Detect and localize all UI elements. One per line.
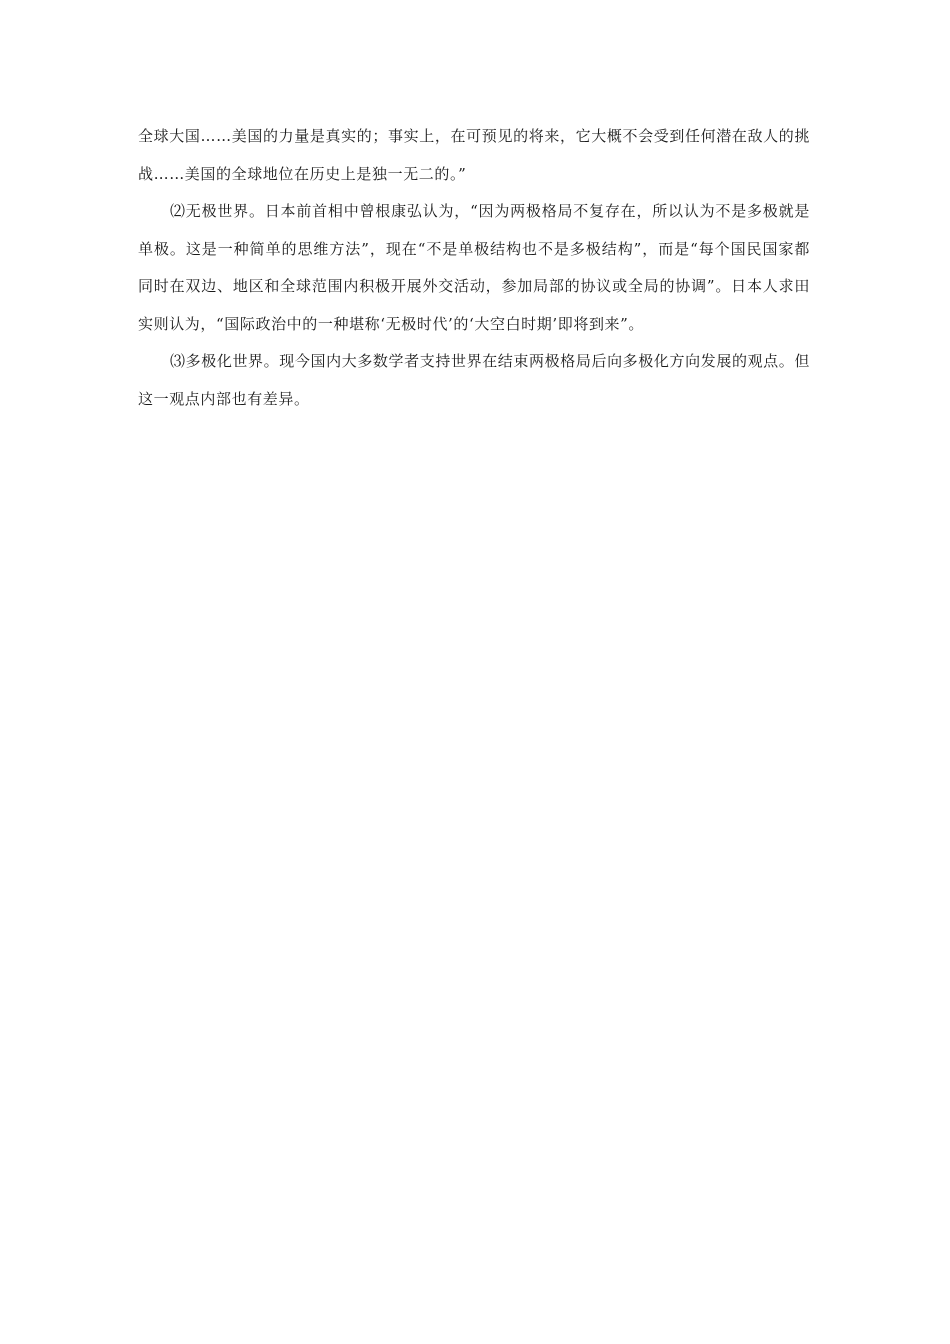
document-body	[138, 118, 810, 418]
paragraph-multipolar-world: ⑶多极化世界。现今国内大多数学者支持世界在结束两极格局后向多极化方向发展的观点。但这一观点内部也有差异。	[138, 352, 810, 408]
paragraph-nonpolar-world: ⑵无极世界。日本前首相中曾根康弘认为，“因为两极格局不复存在，所以认为不是多极就是单极。这是一种简单的思维方法”，现在“不是单极结构也不是多极结构”，而是“每个国民国家都同时在双边、地区和全球范围内积极开展外交活动，参加局部的协议或全局的协调”。日本人求田实则认为，“国际政治中的一种堪称‘无极时代’的‘大空白时期’即将到来”。	[138, 202, 810, 333]
paragraph-continuation: 全球大国……美国的力量是真实的；事实上，在可预见的将来，它大概不会受到任何潜在敌人的挑战……美国的全球地位在历史上是独一无二的。”	[138, 127, 810, 183]
